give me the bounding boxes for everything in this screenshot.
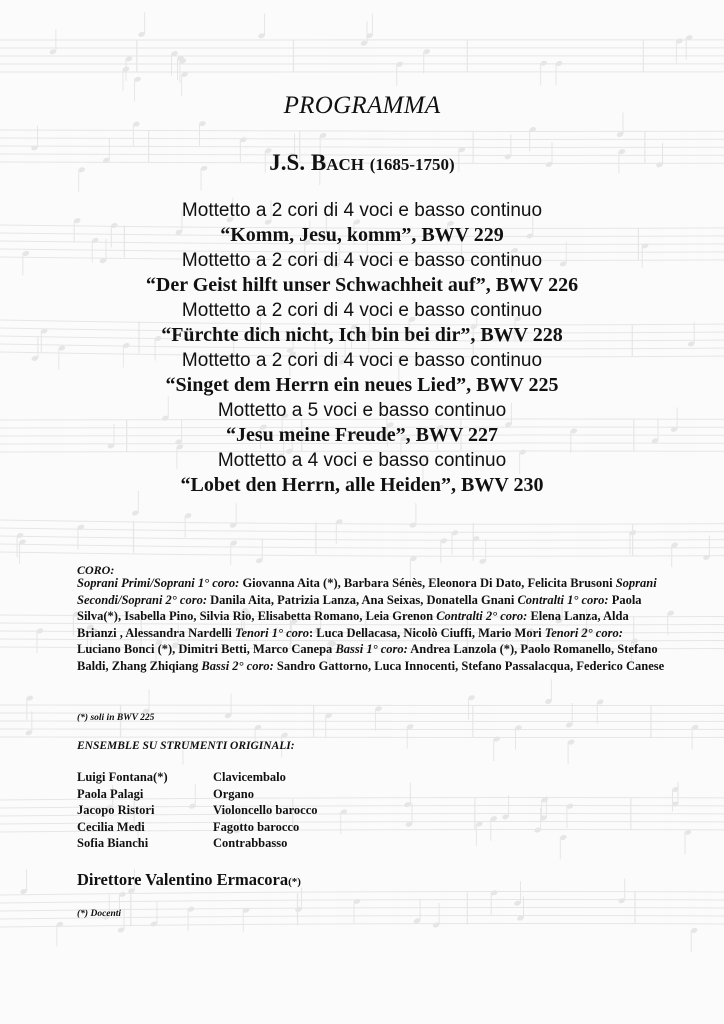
member-name: Jacopo Ristori bbox=[77, 803, 155, 817]
composer-initials: J.S. B bbox=[269, 150, 327, 175]
choir-segment: Bassi 1° coro: bbox=[335, 642, 408, 656]
choir-segment: Danila Aita, Patrizia Lanza, Ana Seixas, Donatella Gnani bbox=[207, 592, 518, 607]
work-item bbox=[0, 348, 724, 398]
director-label: Direttore Valentino Ermacora bbox=[77, 870, 289, 889]
work-description: Mottetto a 2 cori di 4 voci e basso continuo bbox=[181, 200, 543, 221]
work-title: “Der Geist hilft unser Schwachheit auf”, BWV 226 bbox=[145, 274, 579, 296]
choir-segment: Paola Silva(*), Isabella Pino, Silvia Rio, Elisabetta Romano, Leia Grenon bbox=[77, 592, 642, 623]
choir-heading: CORO: bbox=[77, 563, 115, 577]
work-title: “Fürchte dich nicht, Ich bin bei dir”, BWV 228 bbox=[161, 324, 563, 346]
choir-segment: Contralti 1° coro: bbox=[517, 592, 609, 607]
member-name: Cecilia Medi bbox=[77, 819, 145, 834]
choir-segment: Giovanna Aita (*), Barbara Sénès, Eleonora Di Dato, Felicita Brusoni bbox=[239, 576, 616, 590]
work-item bbox=[0, 298, 724, 348]
choir-segment: Soprani Secondi/Soprani 2° coro: bbox=[77, 576, 657, 607]
choir-segment: Luciano Bonci (*), Dimitri Betti, Marco Canepa bbox=[77, 642, 336, 656]
work-item bbox=[0, 248, 724, 298]
composer-surname: ACH bbox=[326, 155, 364, 174]
work-description: Mottetto a 2 cori di 4 voci e basso continuo bbox=[181, 250, 543, 271]
works-list bbox=[0, 198, 724, 498]
member-instrument: Violoncello barocco bbox=[213, 803, 318, 817]
soli-footnote: (*) soli in BWV 225 bbox=[77, 713, 155, 723]
work-item bbox=[0, 398, 724, 448]
director-line bbox=[77, 870, 301, 890]
work-title: “Lobet den Herrn, alle Heiden”, BWV 230 bbox=[180, 474, 544, 496]
choir-segment: Elena Lanza, Alda Brianzi , Alessandra Nardelli bbox=[77, 609, 629, 640]
work-item bbox=[0, 198, 724, 248]
choir-segment: Contralti 2° coro: bbox=[436, 609, 528, 623]
choir-segment: : Luca Dellacasa, Nicolò Ciuffi, Mario Mori bbox=[309, 625, 545, 640]
work-description: Mottetto a 2 cori di 4 voci e basso continuo bbox=[181, 350, 543, 371]
member-name: Sofia Bianchi bbox=[77, 836, 149, 850]
choir-segment: Bassi 2° coro: bbox=[201, 658, 274, 673]
member-name: Paola Palagi bbox=[77, 786, 144, 801]
teachers-footnote: (*) Docenti bbox=[77, 909, 122, 919]
choir-segment: Tenori 1° coro bbox=[235, 625, 309, 640]
work-description: Mottetto a 2 cori di 4 voci e basso continuo bbox=[181, 300, 543, 321]
work-title: “Komm, Jesu, komm”, BWV 229 bbox=[220, 224, 504, 246]
member-instrument: Fagotto barocco bbox=[213, 819, 300, 834]
member-instrument: Organo bbox=[213, 786, 254, 801]
member-instrument: Clavicembalo bbox=[213, 770, 286, 784]
composer-heading bbox=[0, 150, 724, 176]
choir-segment: Soprani Primi/Soprani 1° coro: bbox=[77, 576, 240, 590]
choir-roster bbox=[77, 575, 667, 674]
director-mark: (*) bbox=[288, 876, 301, 888]
choir-segment: Tenori 2° coro: bbox=[544, 625, 623, 640]
work-description: Mottetto a 5 voci e basso continuo bbox=[217, 400, 507, 421]
member-name: Luigi Fontana(*) bbox=[77, 770, 168, 784]
composer-dates: (1685-1750) bbox=[369, 155, 455, 174]
work-description: Mottetto a 4 voci e basso continuo bbox=[217, 450, 507, 471]
page-title: PROGRAMMA bbox=[283, 92, 441, 119]
choir-segment: Andrea Lanzola (*), Paolo Romanello, Stefano Baldi, Zhang Zhiqiang bbox=[77, 642, 658, 673]
ensemble-heading: ENSEMBLE SU STRUMENTI ORIGINALI: bbox=[77, 740, 295, 752]
work-title: “Singet dem Herrn ein neues Lied”, BWV 225 bbox=[165, 374, 559, 396]
work-item bbox=[0, 448, 724, 498]
work-title: “Jesu meine Freude”, BWV 227 bbox=[225, 424, 499, 446]
member-instrument: Contrabbasso bbox=[213, 836, 288, 850]
choir-segment: Sandro Gattorno, Luca Innocenti, Stefano Passalacqua, Federico Canese bbox=[273, 658, 665, 673]
